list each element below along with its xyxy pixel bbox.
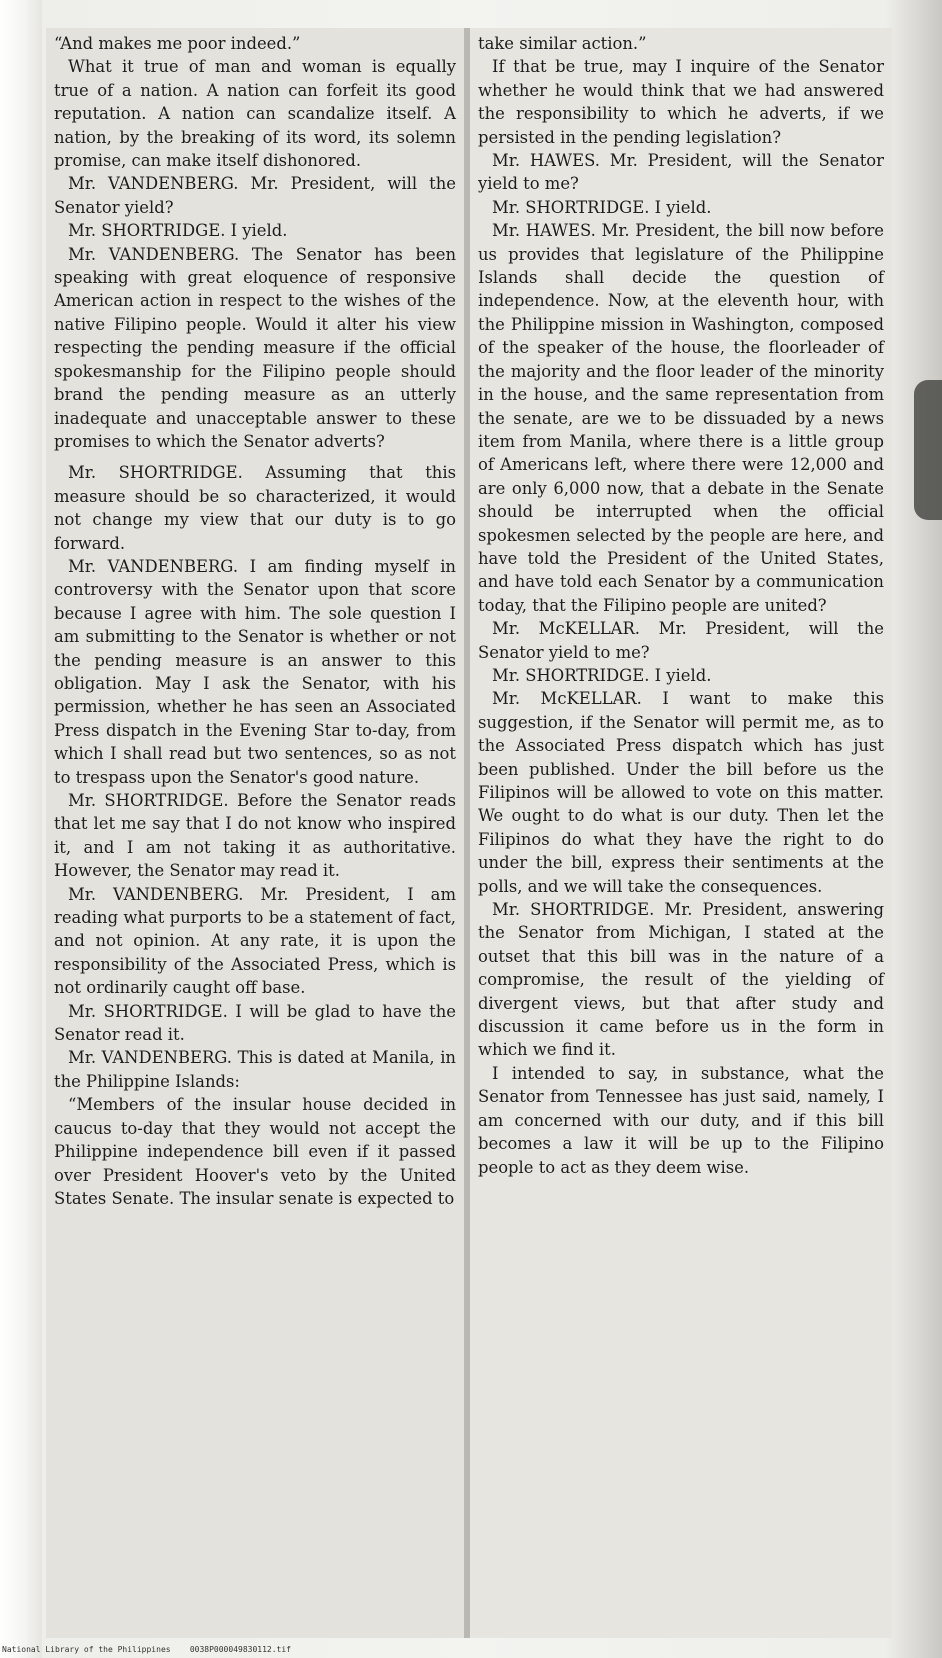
paragraph: “Members of the insular house decided in caucus to-day that they would not accept the Philippine independence bill even if it passed over President Hoover's veto by the United States Senate. The insular senate is expected to — [54, 1095, 456, 1208]
paragraph: Mr. SHORTRIDGE. Mr. President, answering the Senator from Michigan, I stated at the outset that this bill was in the nature of a compromise, the result of the yielding of divergent views, but that after study and discussion it came before us in the form in which we find it. — [478, 900, 884, 1060]
paragraph: Mr. VANDENBERG. I am finding myself in controversy with the Senator upon that score because I agree with him. The sole question I am submitting to the Senator is whether or not the pending measure is an answer to this obligation. May I ask the Senator, with his permission, whether he has seen an Associated Press dispatch in the Evening Star to-day, from which I shall read but two sentences, so as not to trespass upon the Senator's good nature. — [54, 556, 456, 787]
paragraph: Mr. SHORTRIDGE. Assuming that this measure should be so characterized, it would not change my view that our duty is to go forward. — [54, 463, 456, 553]
binding-edge — [0, 0, 42, 1658]
paragraph: Mr. SHORTRIDGE. I yield. — [492, 197, 712, 217]
newspaper-clipping — [46, 28, 892, 1638]
paragraph: I intended to say, in substance, what the Senator from Tennessee has just said, namely, I am concerned with our duty, and if this bill becomes a law it will be up to the Filipino people to act as they deem wise. — [478, 1063, 884, 1177]
paragraph: What it true of man and woman is equally true of a nation. A nation can forfeit its good reputation. A nation can scandalize itself. A nation, by the breaking of its word, its solemn promise, can make itself dishonored. — [54, 57, 456, 171]
paragraph: Mr. VANDENBERG. Mr. President, will the Senator yield? — [54, 174, 456, 217]
left-column — [46, 28, 464, 1638]
paragraph: Mr. McKELLAR. I want to make this suggestion, if the Senator will permit me, as to the Associated Press dispatch which has just been published. Under the bill before us the Filipinos will be allowed to vote on this matter. We ought to do what is our duty. Then let the Filipinos do what they have the right to do under the bill, express their sentiments at the polls, and we will take the consequences. — [478, 689, 884, 896]
paragraph: Mr. SHORTRIDGE. Before the Senator reads that let me say that I do not know who inspired it, and I am not taking it as authoritative. However, the Senator may read it. — [54, 791, 456, 881]
paragraph: Mr. SHORTRIDGE. I yield. — [492, 665, 712, 685]
paragraph: Mr. VANDENBERG. The Senator has been speaking with great eloquence of responsive American action in respect to the wishes of the native Filipino people. Would it alter his view respecting the pending measure if the official spokesmanship for the Filipino people should brand the pending measure as an utterly inadequate and unacceptable answer to these promises to which the Senator adverts? — [54, 244, 456, 451]
paragraph: Mr. HAWES. Mr. President, will the Senator yield to me? — [478, 151, 884, 194]
paragraph: take similar action.” — [478, 34, 647, 53]
paragraph: Mr. VANDENBERG. Mr. President, I am reading what purports to be a statement of fact, and not opinion. At any rate, it is upon the responsibility of the Associated Press, which is not ordinarily caught off base. — [54, 884, 456, 998]
paragraph: Mr. SHORTRIDGE. I yield. — [68, 221, 288, 241]
archive-footer: National Library of the Philippines 0038P000049830112.tif — [2, 1645, 291, 1654]
paragraph: Mr. McKELLAR. Mr. President, will the Senator yield to me? — [478, 619, 884, 662]
paragraph: “And makes me poor indeed.” — [54, 34, 301, 53]
page-edge-shadow — [914, 380, 942, 520]
right-column — [470, 28, 892, 1638]
paragraph: If that be true, may I inquire of the Senator whether he would think that we had answered the responsibility to which he adverts, if we persisted in the pending legislation? — [478, 57, 884, 147]
paragraph: Mr. HAWES. Mr. President, the bill now before us provides that legislature of the Philippine Islands shall decide the question of independence. Now, at the eleventh hour, with the Philippine mission in Washington, composed of the speaker of the house, the floorleader of the majority and the floor leader of the minority in the house, and the same representation from the senate, are we to be dissuaded by a news item from Manila, where there is a little group of Americans left, where there were 12,000 and are only 6,000 now, that a debate in the Senate should be interrupted when the official spokesmen selected by the people are here, and have told the President of the United States, and have told each Senator by a communication today, that the Filipino people are united? — [478, 221, 884, 615]
paragraph: Mr. VANDENBERG. This is dated at Manila, in the Philippine Islands: — [54, 1048, 456, 1091]
paragraph: Mr. SHORTRIDGE. I will be glad to have the Senator read it. — [54, 1001, 456, 1045]
